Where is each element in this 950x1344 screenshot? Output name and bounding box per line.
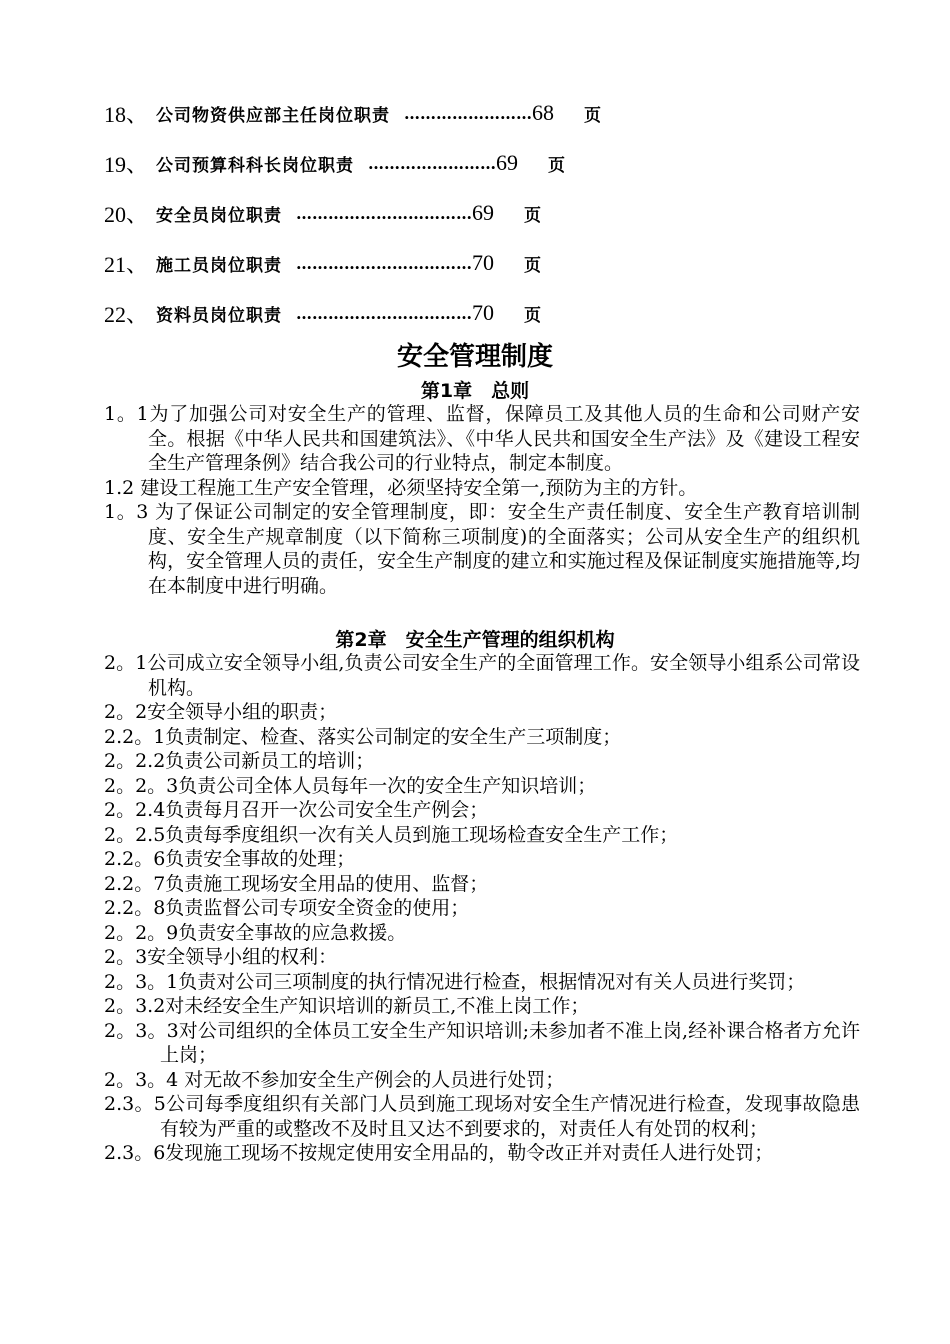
toc-entry-number: 18、 [104,101,149,127]
chapter-1-heading: 第1章 总则 [420,380,530,402]
toc-entry-leader: …………………… [368,153,496,173]
toc-entry-page: 70 [472,250,494,275]
clause-2-3-2: 2。3.2对未经安全生产知识培训的新员工,不准上岗工作； [104,995,590,1017]
toc-entry-title: 公司物资供应部主任岗位职责 [156,105,390,126]
toc-entry-leader: …………………………… [296,253,472,273]
toc-entry-title: 资料员岗位职责 [156,305,282,326]
clause-2-2-2: 2。2.2负责公司新员工的培训； [104,750,375,772]
toc-entry-unit: 页 [524,305,541,326]
toc-entry [104,238,804,288]
toc-entry-page: 70 [472,300,494,325]
chapter-2-body [104,651,860,1166]
clause-2-2-4: 2。2.4负责每月召开一次公司安全生产例会； [104,799,489,821]
document-title: 安全管理制度 [396,342,553,372]
toc-entry-unit: 页 [524,205,541,226]
toc-entry-number: 22、 [104,301,149,327]
clause-2-2-7: 2.2。7负责施工现场安全用品的使用、监督； [104,872,489,895]
clause-2-2-6: 2.2。6负责安全事故的处理； [104,848,356,870]
toc-entry-number: 21、 [104,251,149,277]
toc-entry-title: 施工员岗位职责 [156,255,282,276]
clause-2-2-5: 2。2.5负责每季度组织一次有关人员到施工现场检查安全生产工作； [104,823,679,846]
clause-1-3: 1。3 为了保证公司制定的安全管理制度，即：安全生产责任制度、安全生产教育培训制度、安全生产规章制度（以下简称三项制度)的全面落实；公司从安全生产的组织机构，安全管理人员的责任，安全生产制度的建立和实施过程及保证制度实施措施等,均在本制度中进行明确。 [104,501,860,597]
toc-entry [104,288,804,338]
toc-entry-unit: 页 [524,255,541,276]
table-of-contents [104,88,804,338]
clause-2-3-4: 2。3。4 对无故不参加安全生产例会的人员进行处罚； [104,1068,565,1091]
toc-entry-number: 20、 [104,201,149,227]
chapter-1-body [104,402,860,598]
clause-2-3: 2。3安全领导小组的权利： [104,946,338,968]
clause-1-1: 1。1为了加强公司对安全生产的管理、监督，保障员工及其他人员的生命和公司财产安全。根据《中华人民共和国建筑法》、《中华人民共和国安全生产法》及《建设工程安全生产管理条例》结合我公司的行业特点，制定本制度。 [104,403,860,474]
toc-entry-unit: 页 [584,105,601,126]
clause-2-2-9: 2。2。9负责安全事故的应急救援。 [104,921,407,944]
toc-entry-number: 19、 [104,151,149,177]
chapter-2-heading: 第2章 安全生产管理的组织机构 [335,629,615,651]
toc-entry-leader: …………………………… [296,203,472,223]
toc-entry [104,138,804,188]
clause-2-2-8: 2.2。8负责监督公司专项安全资金的使用； [104,897,470,919]
toc-entry-title: 公司预算科科长岗位职责 [156,155,354,176]
toc-entry-page: 69 [472,200,494,225]
clause-2-2-3: 2。2。3负责公司全体人员每年一次的安全生产知识培训； [104,774,597,797]
clause-2-3-1: 2。3。1负责对公司三项制度的执行情况进行检查，根据情况对有关人员进行奖罚； [104,970,806,993]
toc-entry-unit: 页 [548,155,565,176]
clause-2-2: 2。2安全领导小组的职责； [104,701,338,723]
toc-entry [104,188,804,238]
toc-entry-title: 安全员岗位职责 [156,205,282,226]
toc-entry-leader: …………………… [404,103,532,123]
clause-1-2: 1.2 建设工程施工生产安全管理，必须坚持安全第一,预防为主的方针。 [104,476,698,499]
clause-2-3-5: 2.3。5公司每季度组织有关部门人员到施工现场对安全生产情况进行检查，发现事故隐患有较为严重的或整改不及时且又达不到要求的，对责任人有处罚的权利； [104,1093,860,1140]
toc-entry-leader: …………………………… [296,303,472,323]
toc-entry [104,88,804,138]
clause-2-1: 2。1公司成立安全领导小组,负责公司安全生产的全面管理工作。安全领导小组系公司常设机构。 [104,652,860,699]
clause-2-3-6: 2.3。6发现施工现场不按规定使用安全用品的，勒令改正并对责任人进行处罚； [104,1142,774,1164]
clause-2-2-1: 2.2。1负责制定、检查、落实公司制定的安全生产三项制度； [104,725,622,748]
clause-2-3-3: 2。3。3对公司组织的全体员工安全生产知识培训;未参加者不准上岗,经补课合格者方允许上岗； [104,1019,860,1066]
toc-entry-page: 69 [496,150,518,175]
toc-entry-page: 68 [532,100,554,125]
